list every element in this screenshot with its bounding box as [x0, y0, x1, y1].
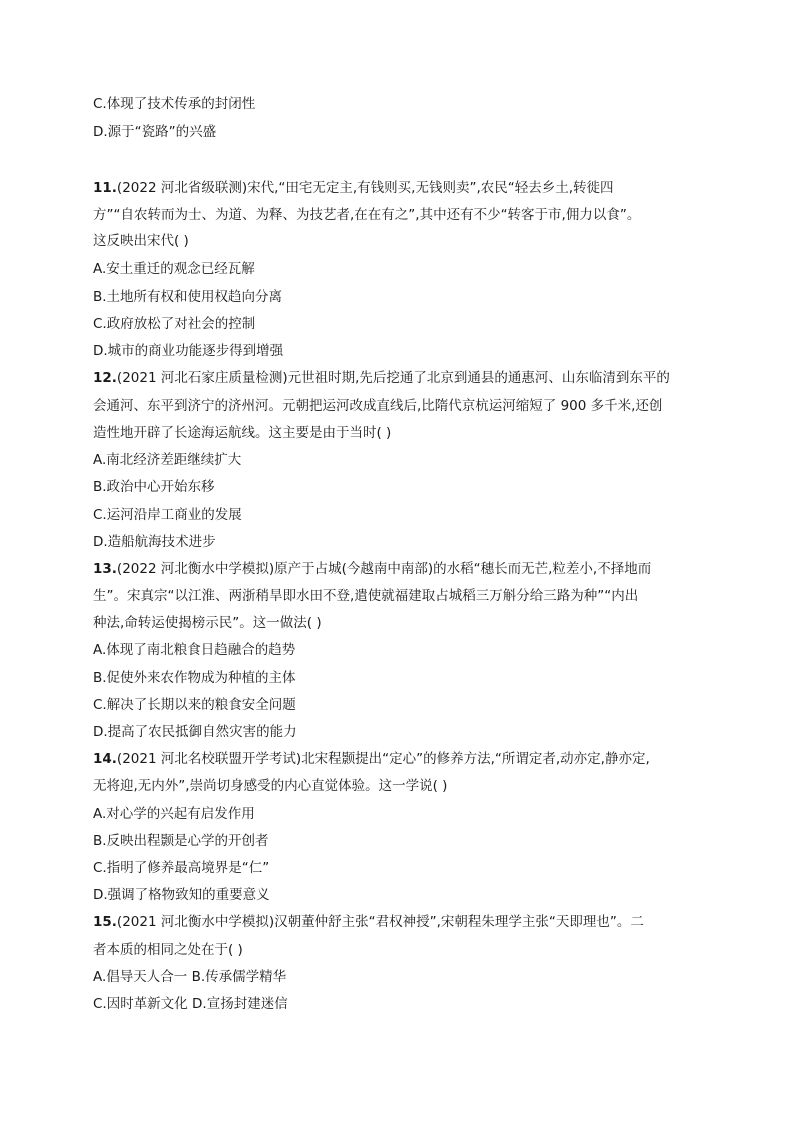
q14-option-a: A.对心学的兴起有启发作用	[93, 806, 255, 822]
q11-stem-line-3: 这反映出宋代( )	[93, 233, 189, 249]
q11-number: 11.	[93, 180, 117, 196]
q14-stem-line-2: 无将迎,无内外”,崇尚切身感受的内心直觉体验。这一学说( )	[93, 778, 448, 794]
q13-option-a: A.体现了南北粮食日趋融合的趋势	[93, 642, 296, 658]
q11-stem-line-1	[93, 178, 614, 198]
q12-option-c: C.运河沿岸工商业的发展	[93, 507, 242, 523]
q12-number: 12.	[93, 370, 117, 386]
q12-option-a: A.南北经济差距继续扩大	[93, 452, 242, 468]
q12-stem-line-3: 造性地开辟了长途海运航线。这主要是由于当时( )	[93, 425, 392, 441]
q10-option-d: D.源于“瓷路”的兴盛	[93, 124, 217, 140]
q14-option-c: C.指明了修养最高境界是“仁”	[93, 860, 270, 876]
q12-option-b: B.政治中心开始东移	[93, 479, 215, 495]
q12-stem-text-1: (2021 河北石家庄质量检测)元世祖时期,先后挖通了北京到通县的通惠河、山东临清到东平的	[116, 370, 670, 386]
q14-stem-line-1	[93, 749, 650, 769]
q13-stem-text-1: (2022 河北衡水中学模拟)原产于占城(今越南中南部)的水稻“穗长而无芒,粒差小,不择地而	[116, 561, 652, 577]
q15-stem-line-2: 者本质的相同之处在于( )	[93, 942, 243, 958]
q15-options-cd: C.因时革新文化 D.宣扬封建迷信	[93, 996, 288, 1012]
q15-number: 15.	[93, 914, 117, 930]
q14-option-b: B.反映出程颢是心学的开创者	[93, 833, 269, 849]
q13-option-b: B.促使外来农作物成为种植的主体	[93, 670, 296, 686]
q15-stem-text-1: (2021 河北衡水中学模拟)汉朝董仲舒主张“君权神授”,宋朝程朱理学主张“天即理也”。二	[116, 914, 644, 930]
q11-option-a: A.安土重迁的观念已经瓦解	[93, 261, 255, 277]
q14-stem-text-1: (2021 河北名校联盟开学考试)北宋程颢提出“定心”的修养方法,“所谓定者,动亦定,静亦定,	[116, 751, 650, 767]
q12-stem-line-1	[93, 368, 670, 388]
q11-option-c: C.政府放松了对社会的控制	[93, 316, 256, 332]
q13-stem-line-3: 种法,命转运使揭榜示民”。这一做法( )	[93, 615, 322, 631]
q11-option-d: D.城市的商业功能逐步得到增强	[93, 343, 284, 359]
q11-option-b: B.土地所有权和使用权趋向分离	[93, 289, 283, 305]
q13-number: 13.	[93, 561, 117, 577]
q13-option-d: D.提高了农民抵御自然灾害的能力	[93, 724, 297, 740]
q13-stem-line-1	[93, 559, 651, 579]
q13-stem-line-2: 生”。宋真宗“以江淮、两浙稍旱即水田不登,遣使就福建取占城稻三万斛分给三路为种”“内出	[93, 588, 639, 604]
q12-stem-line-2: 会通河、东平到济宁的济州河。元朝把运河改成直线后,比隋代京杭运河缩短了 900 多千米,还创	[93, 398, 663, 414]
q14-number: 14.	[93, 751, 117, 767]
q10-option-c: C.体现了技术传承的封闭性	[93, 96, 256, 112]
q12-option-d: D.造船航海技术进步	[93, 534, 216, 550]
q15-stem-line-1	[93, 912, 644, 932]
q15-options-ab: A.倡导天人合一 B.传承儒学精华	[93, 969, 287, 985]
q14-option-d: D.强调了格物致知的重要意义	[93, 887, 270, 903]
q11-stem-text-1: (2022 河北省级联测)宋代,“田宅无定主,有钱则买,无钱则卖”,农民“轻去乡土,转徙四	[116, 180, 614, 196]
q11-stem-line-2: 方”“自农转而为士、为道、为释、为技艺者,在在有之”,其中还有不少“转客于市,佣力以食”。	[93, 207, 641, 223]
q13-option-c: C.解决了长期以来的粮食安全问题	[93, 697, 296, 713]
